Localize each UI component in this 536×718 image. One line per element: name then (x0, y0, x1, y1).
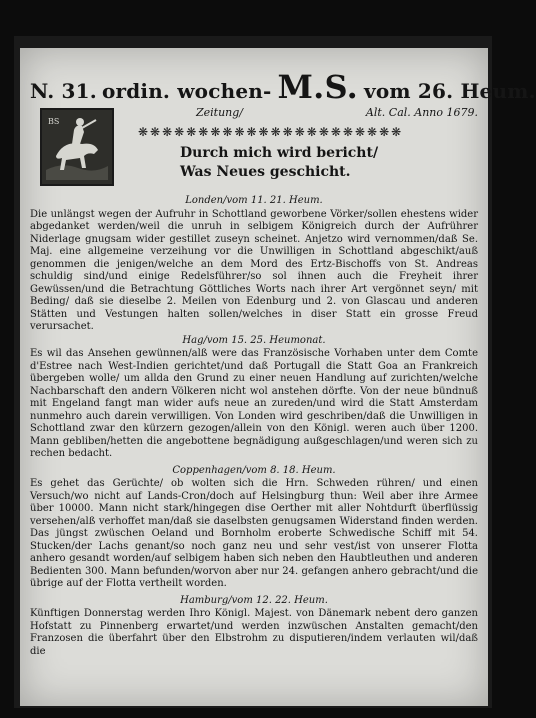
paragraph-hague: Es wil das Ansehen gewünnen/alß were das Französische Vorhaben unter dem Comte d'Estree nach West-Indien gerichtet/und daß Portugall die Statt Goa an Frankreich übergeben wolle/ um allda den Grund zu einer neuen Handlung auf zurichten/welche Nachbarschaft den andern Völkeren nicht wol anstehen dörfte. Von der neue bündnuß mit Engeland fangt man wider aufs neue an zureden/und wird die Statt Amsterdam nunmehro auch darein verwilligen. Von Londen wird geschriben/daß die Unwilligen in Schottland zwar den kürzern gezogen/allein von den Königl. weren auch über 1200. Mann gebliben/hetten die angebottene begnädigung außgeschlagen/und weren sich zu rechen bedacht. (30, 348, 478, 459)
dateline-hamburg: Hamburg/vom 12. 22. Heum. (180, 594, 328, 606)
issue-type: ordin. wochen- (101, 79, 272, 103)
calendar-label: Alt. Cal. Anno 1679. (365, 106, 478, 119)
woodcut-messenger-rider-image (40, 108, 114, 186)
dateline-london: Londen/vom 11. 21. Heum. (185, 195, 323, 206)
issue-number: N. 31. (30, 79, 97, 103)
zeitung-label: Zeitung/ (196, 106, 244, 119)
horse-rider-icon (42, 110, 112, 184)
newspaper-page (20, 48, 536, 706)
issue-date: vom 26. Heum. (364, 79, 536, 103)
article-body (30, 194, 478, 658)
masthead-title (30, 68, 536, 106)
motto-line-2: Was Neues geschicht. (180, 164, 351, 180)
paragraph-london: Die unlängst wegen der Aufruhr in Schottland geworbene Vörker/sollen ehestens wider abgedanket werden/weil die unruh in selbigem Königreich durch der Aufrührer Niderlage gnugsam wider gestillet zuseyn scheinet. Anjetzo wird vernommen/daß Se. Maj. eine allgemeine verzeihung vor die Unwilligen in Schottland abgeschikt/auß genommen die jenigen/welche an dem Mord des Ertz-Bischoffs von St. Andreas schuldig sind/und einige Redelsführer/so sol ihnen auch die Freyheit ihrer Gewüssen/und die Betrachtung Göttliches Worts nach ihrer Art vergönnet seyn/ mit Beding/ daß sie dieselbe 2. Meilen von Edenburg und 2. von Glascau und anderen Stätten und Vestungen halten sollen/welches in diser Statt ein grosse Freud verursachet. (30, 208, 478, 332)
svg-text:BS: BS (48, 117, 60, 126)
dateline-copenhagen: Coppenhagen/vom 8. 18. Heum. (172, 464, 336, 476)
paragraph-hamburg: Künftigen Donnerstag werden Ihro Königl. Majest. von Dänemark nebent dero ganzen Hofstatt zu Pinnenberg erwartet/und werden inzwüschen Anstalten gemacht/den Franzosen die überfahrt über den Elbstrohm zu disputieren/indem verlauten wil/daß die (30, 608, 478, 657)
motto-line-1: Durch mich wird bericht/ (180, 145, 379, 161)
dateline-hague: Hag/vom 15. 25. Heumonat. (182, 334, 326, 346)
motto (180, 144, 400, 181)
masthead-ms: M.S. (277, 68, 358, 106)
ornament-border: ❋❋❋❋❋❋❋❋❋❋❋❋❋❋❋❋❋❋❋❋❋❋ (138, 125, 404, 139)
masthead-subtitle (196, 106, 478, 122)
paragraph-copenhagen: Es gehet das Gerüchte/ ob wolten sich die Hrn. Schweden rühren/ und einen Versuch/wo nicht auf Lands-Cron/doch auf Helsingburg thun: Weil aber ihre Armee über 10000. Mann nicht stark/hingegen dise Oerther mit aller Nohtdurft überflüssig versehen/alß verhoffet man/daß sie daselbsten genugsamen Widerstand finden werden. Das jüngst zwüschen Oeland und Bornholm eroberte Schwedische Schiff mit 54. Stucken/der Lachs genant/so noch ganz neu und sehr vest/ist von unserer Flotta anhero gesandt worden/auf selbigem haben sich neben den Haubtleuthen und anderen Bedienten 300. Mann befunden/worvon aber nur 24. gefangen anhero gebracht/und die übrige auf der Flotta vertheilt worden. (30, 478, 478, 589)
